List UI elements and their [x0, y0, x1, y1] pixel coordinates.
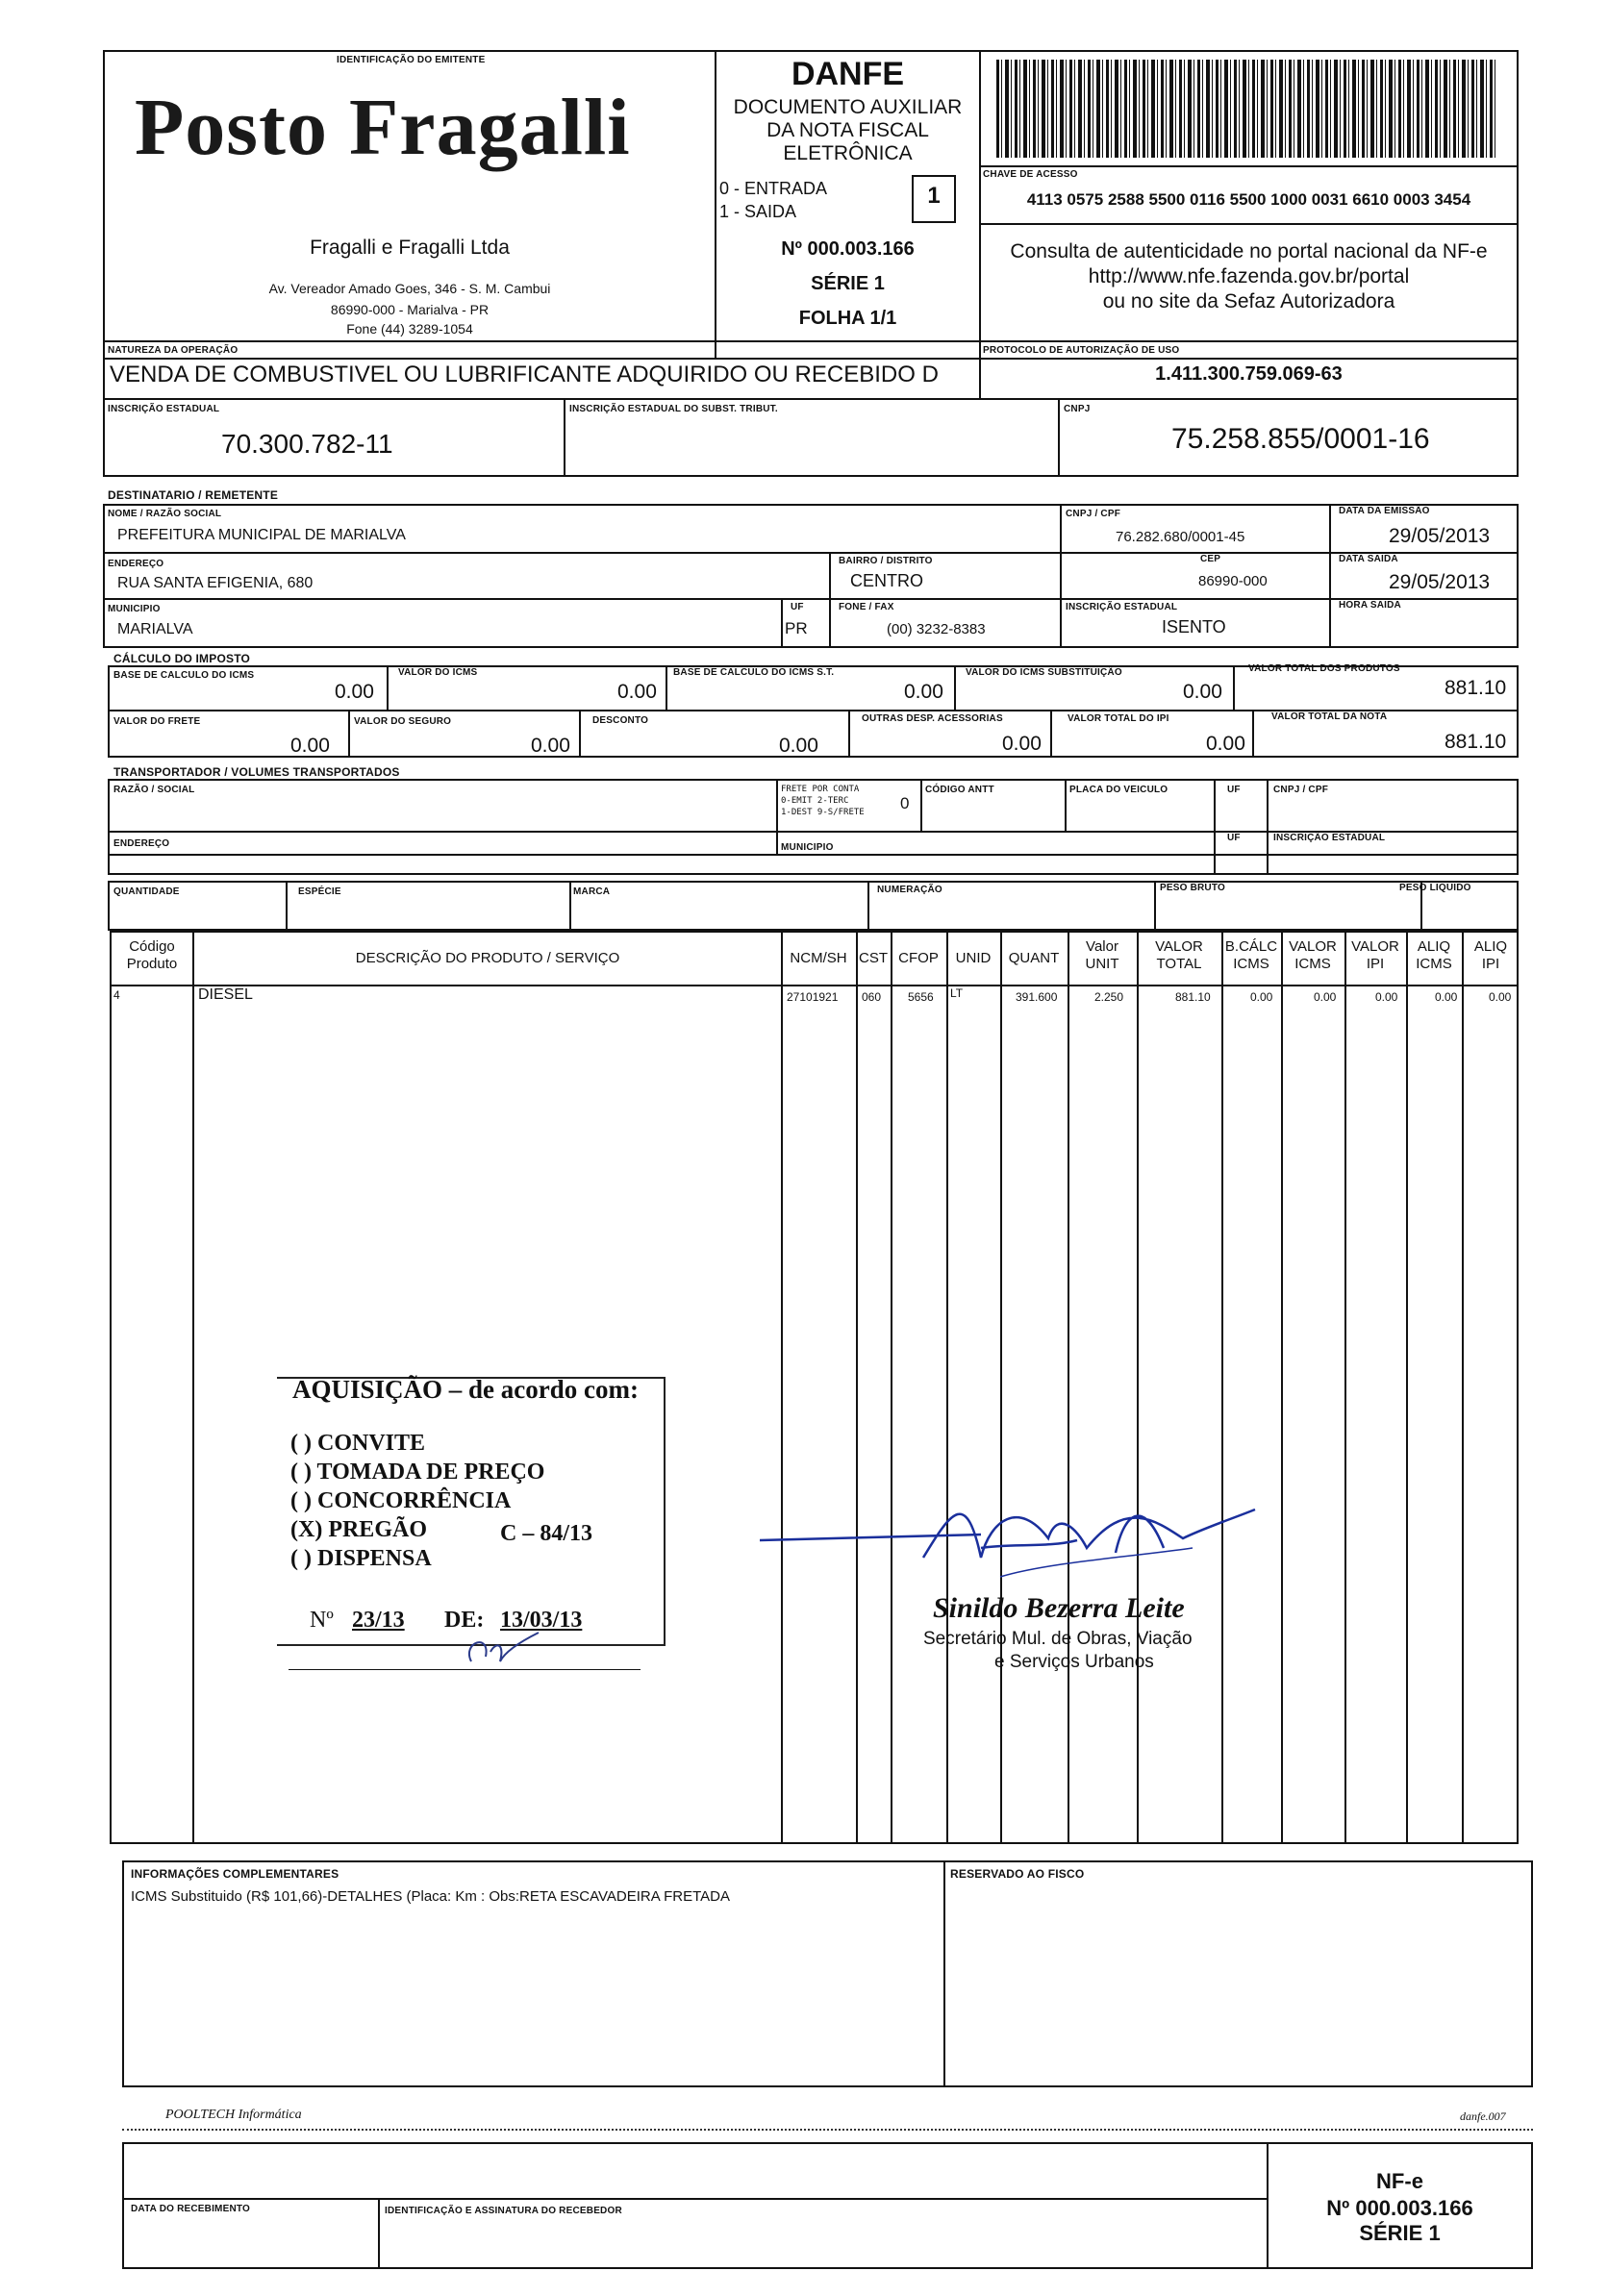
vol-div-4: [1154, 881, 1156, 931]
imp-frete-label: VALOR DO FRETE: [113, 716, 201, 727]
dest-emissao-label: DATA DA EMISSÃO: [1339, 506, 1430, 516]
prod-th-valor-unit: Valor UNIT: [1085, 938, 1119, 972]
emitente-fone: Fone (44) 3289-1054: [346, 321, 473, 337]
prod-th-cfop: CFOP: [898, 950, 939, 966]
emitente-endereco: Av. Vereador Amado Goes, 346 - S. M. Cambui: [268, 281, 551, 296]
prod-row-quant: 391.600: [1016, 990, 1058, 1004]
prod-col-div-13: [1462, 931, 1464, 1844]
imp-total-nota-label: VALOR TOTAL DA NOTA: [1271, 711, 1388, 722]
natureza-label: NATUREZA DA OPERAÇÃO: [108, 345, 239, 356]
signature-name: Sinildo Bezerra Leite: [933, 1592, 1185, 1624]
transp-div-frete: [776, 779, 778, 854]
dest-ie: ISENTO: [1162, 617, 1226, 636]
prod-col-div-6: [1000, 931, 1002, 1844]
transp-placa-label: PLACA DO VEICULO: [1069, 785, 1168, 795]
stamp-item-dispensa: ( ) DISPENSA: [290, 1546, 432, 1571]
transp-div-placa: [1065, 779, 1067, 831]
imp-icms-subst-label: VALOR DO ICMS SUBSTITUIÇÃO: [966, 667, 1122, 678]
prod-col-div-11: [1344, 931, 1346, 1844]
prod-col-div-8: [1137, 931, 1139, 1844]
cut-line: [122, 2129, 1533, 2131]
ie-value: 70.300.782-11: [221, 429, 393, 459]
prod-th-descricao: DESCRIÇÃO DO PRODUTO / SERVIÇO: [355, 950, 620, 966]
cnpj-label: CNPJ: [1064, 404, 1091, 414]
complementares-label: INFORMAÇÕES COMPLEMENTARES: [131, 1867, 339, 1881]
prod-row-cfop: 5656: [908, 990, 934, 1004]
dest-municipio: MARIALVA: [117, 621, 193, 637]
danfe-saida: 1 - SAIDA: [719, 202, 797, 221]
stamp-item-tomada: ( ) TOMADA DE PREÇO: [290, 1460, 545, 1485]
imp-seguro: 0.00: [531, 735, 570, 757]
transp-div-cnpj: [1267, 779, 1269, 875]
prod-th-aliq-ipi: ALIQ IPI: [1473, 938, 1508, 972]
imp-desconto-label: DESCONTO: [592, 715, 649, 726]
produtos-header-divider: [110, 985, 1519, 986]
prod-th-bcalc-icms: B.CÁLC ICMS: [1224, 938, 1278, 972]
prod-row-valor-total: 881.10: [1175, 990, 1211, 1004]
barcode-image: [996, 60, 1498, 158]
imp-total-produtos-label: VALOR TOTAL DOS PRODUTOS: [1248, 663, 1400, 674]
natureza-value: VENDA DE COMBUSTIVEL OU LUBRIFICANTE ADQUIRIDO OU RECEBIDO D: [110, 362, 939, 387]
prod-col-div-2: [781, 931, 783, 1844]
dest-saida-label: DATA SAIDA: [1339, 554, 1398, 564]
signature-role-2: e Serviços Urbanos: [994, 1652, 1154, 1672]
imp-r1-div-2: [666, 665, 667, 710]
dest-endereco-label: ENDEREÇO: [108, 559, 164, 569]
transp-section: TRANSPORTADOR / VOLUMES TRANSPORTADOS: [113, 765, 400, 779]
imp-outras-label: OUTRAS DESP. ACESSORIAS: [862, 713, 1003, 724]
prod-th-quant: QUANT: [1008, 950, 1060, 966]
dest-nome: PREFEITURA MUNICIPAL DE MARIALVA: [117, 527, 406, 543]
danfe-numero: Nº 000.003.166: [781, 238, 915, 260]
imp-r2-div-5: [1252, 710, 1254, 758]
imp-base-icms: 0.00: [335, 681, 374, 703]
transp-frete-line-3: 1-DEST 9-S/FRETE: [781, 808, 865, 817]
dest-cep: 86990-000: [1198, 573, 1268, 589]
danfe-entrada: 0 - ENTRADA: [719, 179, 828, 198]
transp-row-2: [108, 854, 1519, 856]
imp-r2-div-4: [1050, 710, 1052, 758]
dest-uf: PR: [785, 619, 808, 637]
imp-base-st-label: BASE DE CALCULO DO ICMS S.T.: [673, 667, 835, 678]
transp-uf2-label: UF: [1227, 833, 1241, 843]
prod-col-div-5: [946, 931, 948, 1844]
dest-cnpj-label: CNPJ / CPF: [1066, 509, 1121, 519]
imp-r1-div-4: [1233, 665, 1235, 710]
imp-seguro-label: VALOR DO SEGURO: [354, 716, 452, 727]
transp-frete-value: 0: [900, 794, 910, 812]
dest-col-fone: [829, 598, 831, 648]
dest-row-2: [103, 598, 1519, 600]
dest-row-1: [103, 552, 1519, 554]
vol-div-3: [867, 881, 869, 931]
imp-r1-div-1: [387, 665, 389, 710]
prod-th-cst: CST: [859, 950, 888, 966]
emitente-section-label: IDENTIFICAÇÃO DO EMITENTE: [337, 55, 486, 65]
prod-row-codigo: 4: [113, 988, 120, 1002]
danfe-code: danfe.007: [1460, 2109, 1506, 2123]
vol-especie-label: ESPÉCIE: [298, 886, 341, 897]
dest-uf-label: UF: [791, 602, 804, 612]
dest-municipio-label: MUNICIPIO: [108, 604, 161, 614]
imp-desconto: 0.00: [779, 735, 818, 757]
prod-th-valor-icms: VALOR ICMS: [1289, 938, 1337, 972]
imp-base-icms-label: BASE DE CALCULO DO ICMS: [113, 670, 255, 681]
ie-st-label: INSCRIÇÃO ESTADUAL DO SUBST. TRIBUT.: [569, 404, 778, 414]
prod-row-descricao: DIESEL: [198, 986, 253, 1003]
prod-col-div-9: [1221, 931, 1223, 1844]
imp-r2-div-3: [848, 710, 850, 758]
prod-col-div-3: [856, 931, 858, 1844]
danfe-folha: FOLHA 1/1: [798, 308, 897, 329]
transp-frete-line-1: FRETE POR CONTA: [781, 785, 860, 794]
recebimento-date-divider: [378, 2198, 380, 2269]
imp-total-nota: 881.10: [1445, 731, 1507, 753]
danfe-subtitle-2: DA NOTA FISCAL: [766, 119, 929, 141]
dest-nome-label: NOME / RAZÃO SOCIAL: [108, 509, 222, 519]
stamp-data-label: DE:: [444, 1608, 485, 1633]
footer-nfe: NF-e: [1376, 2169, 1423, 2193]
imp-outras: 0.00: [1002, 733, 1042, 755]
stamp-pregao-ref: C – 84/13: [500, 1521, 592, 1546]
transp-div-antt: [920, 779, 922, 831]
stamp-numero: 23/13: [352, 1608, 405, 1633]
prod-col-div-4: [891, 931, 892, 1844]
prod-row-aliq-ipi: 0.00: [1489, 990, 1512, 1004]
stamp-numero-label: Nº: [310, 1608, 334, 1633]
chave-value: 4113 0575 2588 5500 0116 5500 1000 0031 6610 0003 3454: [1026, 190, 1471, 209]
prod-th-unid: UNID: [955, 950, 992, 966]
cnpj-value: 75.258.855/0001-16: [1171, 423, 1430, 455]
dest-saida: 29/05/2013: [1389, 571, 1491, 593]
destinatario-box: [103, 504, 1519, 648]
complementares-value: ICMS Substituido (R$ 101,66)-DETALHES (Placa: Km : Obs:RETA ESCAVADEIRA FRETADA: [131, 1888, 730, 1905]
imp-frete: 0.00: [290, 735, 330, 757]
consulta-line-2: http://www.nfe.fazenda.gov.br/portal: [1088, 265, 1410, 287]
prod-row-cst: 060: [862, 990, 882, 1004]
stamp-initials-icon: [452, 1623, 548, 1681]
prod-th-ncm: NCM/SH: [790, 950, 847, 966]
imp-base-st: 0.00: [904, 681, 943, 703]
emitente-logo: Posto Fragalli: [135, 83, 631, 172]
protocolo-value: 1.411.300.759.069-63: [1155, 363, 1343, 385]
transp-razao-label: RAZÃO / SOCIAL: [113, 785, 195, 795]
protocolo-label: PROTOCOLO DE AUTORIZAÇÃO DE USO: [983, 345, 1180, 356]
stamp-data: 13/03/13: [500, 1608, 583, 1633]
imp-icms-subst: 0.00: [1183, 681, 1222, 703]
dest-col-data: [1329, 504, 1331, 648]
dest-bairro-label: BAIRRO / DISTRITO: [839, 556, 933, 566]
dest-endereco: RUA SANTA EFIGENIA, 680: [117, 575, 314, 591]
consulta-line-1: Consulta de autenticidade no portal nacional da NF-e: [1010, 240, 1488, 262]
recebimento-divider: [122, 2198, 1267, 2200]
prod-col-div-1: [192, 931, 194, 1844]
transp-div-uf: [1214, 779, 1216, 875]
danfe-serie: SÉRIE 1: [811, 273, 885, 294]
inscricao-divider-2: [1058, 398, 1060, 477]
dest-col-cnpj: [1060, 504, 1062, 648]
complementares-divider: [943, 1860, 945, 2087]
imposto-section: CÁLCULO DO IMPOSTO: [113, 652, 251, 665]
dest-cnpj: 76.282.680/0001-45: [1116, 529, 1245, 545]
footer-serie: SÉRIE 1: [1359, 2221, 1441, 2245]
prod-row-valor-icms: 0.00: [1314, 990, 1337, 1004]
fisco-label: RESERVADO AO FISCO: [950, 1867, 1085, 1881]
imp-r2-div-1: [348, 710, 350, 758]
prod-row-valor-unit: 2.250: [1094, 990, 1124, 1004]
dest-ie-label: INSCRIÇÃO ESTADUAL: [1066, 602, 1178, 612]
prod-row-ncm: 27101921: [787, 990, 839, 1004]
imp-valor-icms-label: VALOR DO ICMS: [398, 667, 478, 678]
ie-label: INSCRIÇÃO ESTADUAL: [108, 404, 220, 414]
emitente-cidade: 86990-000 - Marialva - PR: [330, 302, 490, 317]
prod-row-bcalc-icms: 0.00: [1250, 990, 1273, 1004]
vol-numeracao-label: NUMERAÇÃO: [877, 885, 942, 895]
imp-valor-icms: 0.00: [617, 681, 657, 703]
prod-col-div-12: [1406, 931, 1408, 1844]
stamp-item-pregao: (X) PREGÃO: [290, 1517, 427, 1542]
prod-th-codigo: Código Produto: [126, 938, 178, 972]
transp-endereco-label: ENDEREÇO: [113, 838, 170, 849]
vol-marca-label: MARCA: [573, 886, 611, 897]
stamp-title: AQUISIÇÃO – de acordo com:: [292, 1375, 639, 1404]
danfe-subtitle-3: ELETRÔNICA: [783, 142, 913, 164]
transp-municipio-label: MUNICIPIO: [781, 842, 834, 853]
prod-th-valor-ipi: VALOR IPI: [1351, 938, 1399, 972]
dest-bairro: CENTRO: [850, 571, 923, 590]
imp-r1-div-3: [954, 665, 956, 710]
transp-frete-line-2: 0-EMIT 2-TERC: [781, 796, 849, 806]
prod-col-div-7: [1068, 931, 1069, 1844]
vol-peso-bruto-label: PESO BRUTO: [1160, 883, 1225, 893]
dest-emissao: 29/05/2013: [1389, 525, 1491, 547]
imp-total-ipi: 0.00: [1206, 733, 1245, 755]
recebimento-label: DATA DO RECEBIMENTO: [131, 2204, 250, 2214]
stamp-item-concorrencia: ( ) CONCORRÊNCIA: [290, 1488, 512, 1513]
prod-row-aliq-icms: 0.00: [1435, 990, 1458, 1004]
dest-fone-label: FONE / FAX: [839, 602, 894, 612]
dest-col-uf: [781, 598, 783, 648]
dest-fone: (00) 3232-8383: [887, 621, 986, 637]
chave-divider: [979, 165, 1519, 167]
vol-div-1: [286, 881, 288, 931]
prod-th-aliq-icms: ALIQ ICMS: [1416, 938, 1452, 972]
imp-total-produtos: 881.10: [1445, 677, 1507, 699]
danfe-title: DANFE: [791, 56, 905, 92]
prod-col-div-10: [1281, 931, 1283, 1844]
danfe-subtitle-1: DOCUMENTO AUXILIAR: [733, 96, 963, 118]
signature-role-1: Secretário Mul. de Obras, Viação: [923, 1629, 1193, 1649]
chave-label: CHAVE DE ACESSO: [983, 169, 1078, 180]
prod-th-valor-total: VALOR TOTAL: [1155, 938, 1203, 972]
transp-cnpj-label: CNPJ / CPF: [1273, 785, 1329, 795]
vol-peso-liquido-label: PESO LIQUIDO: [1399, 883, 1471, 893]
vol-quantidade-label: QUANTIDADE: [113, 886, 180, 897]
transp-ie-label: INSCRIÇÃO ESTADUAL: [1273, 833, 1386, 843]
destinatario-section: DESTINATARIO / REMETENTE: [108, 488, 279, 502]
vol-div-2: [569, 881, 571, 931]
recebedor-label: IDENTIFICAÇÃO E ASSINATURA DO RECEBEDOR: [385, 2206, 622, 2216]
inscricao-divider-1: [564, 398, 565, 477]
transp-antt-label: CÓDIGO ANTT: [925, 785, 994, 795]
dest-col-bairro: [829, 552, 831, 598]
imp-r2-div-2: [579, 710, 581, 758]
dest-cep-label: CEP: [1200, 554, 1221, 564]
chave-divider-2: [979, 223, 1519, 225]
dest-hora-label: HORA SAIDA: [1339, 600, 1401, 611]
prod-row-unid: LT: [950, 986, 964, 1000]
footer-numero: Nº 000.003.166: [1326, 2196, 1473, 2220]
imp-total-ipi-label: VALOR TOTAL DO IPI: [1068, 713, 1169, 724]
danfe-tipo: 1: [927, 183, 941, 209]
consulta-line-3: ou no site da Sefaz Autorizadora: [1102, 290, 1395, 312]
prod-row-valor-ipi: 0.00: [1375, 990, 1398, 1004]
emitente-razao: Fragalli e Fragalli Ltda: [310, 237, 510, 259]
stamp-item-convite: ( ) CONVITE: [290, 1431, 426, 1456]
transp-uf-label: UF: [1227, 785, 1241, 795]
software-credit: POOLTECH Informática: [165, 2108, 302, 2122]
